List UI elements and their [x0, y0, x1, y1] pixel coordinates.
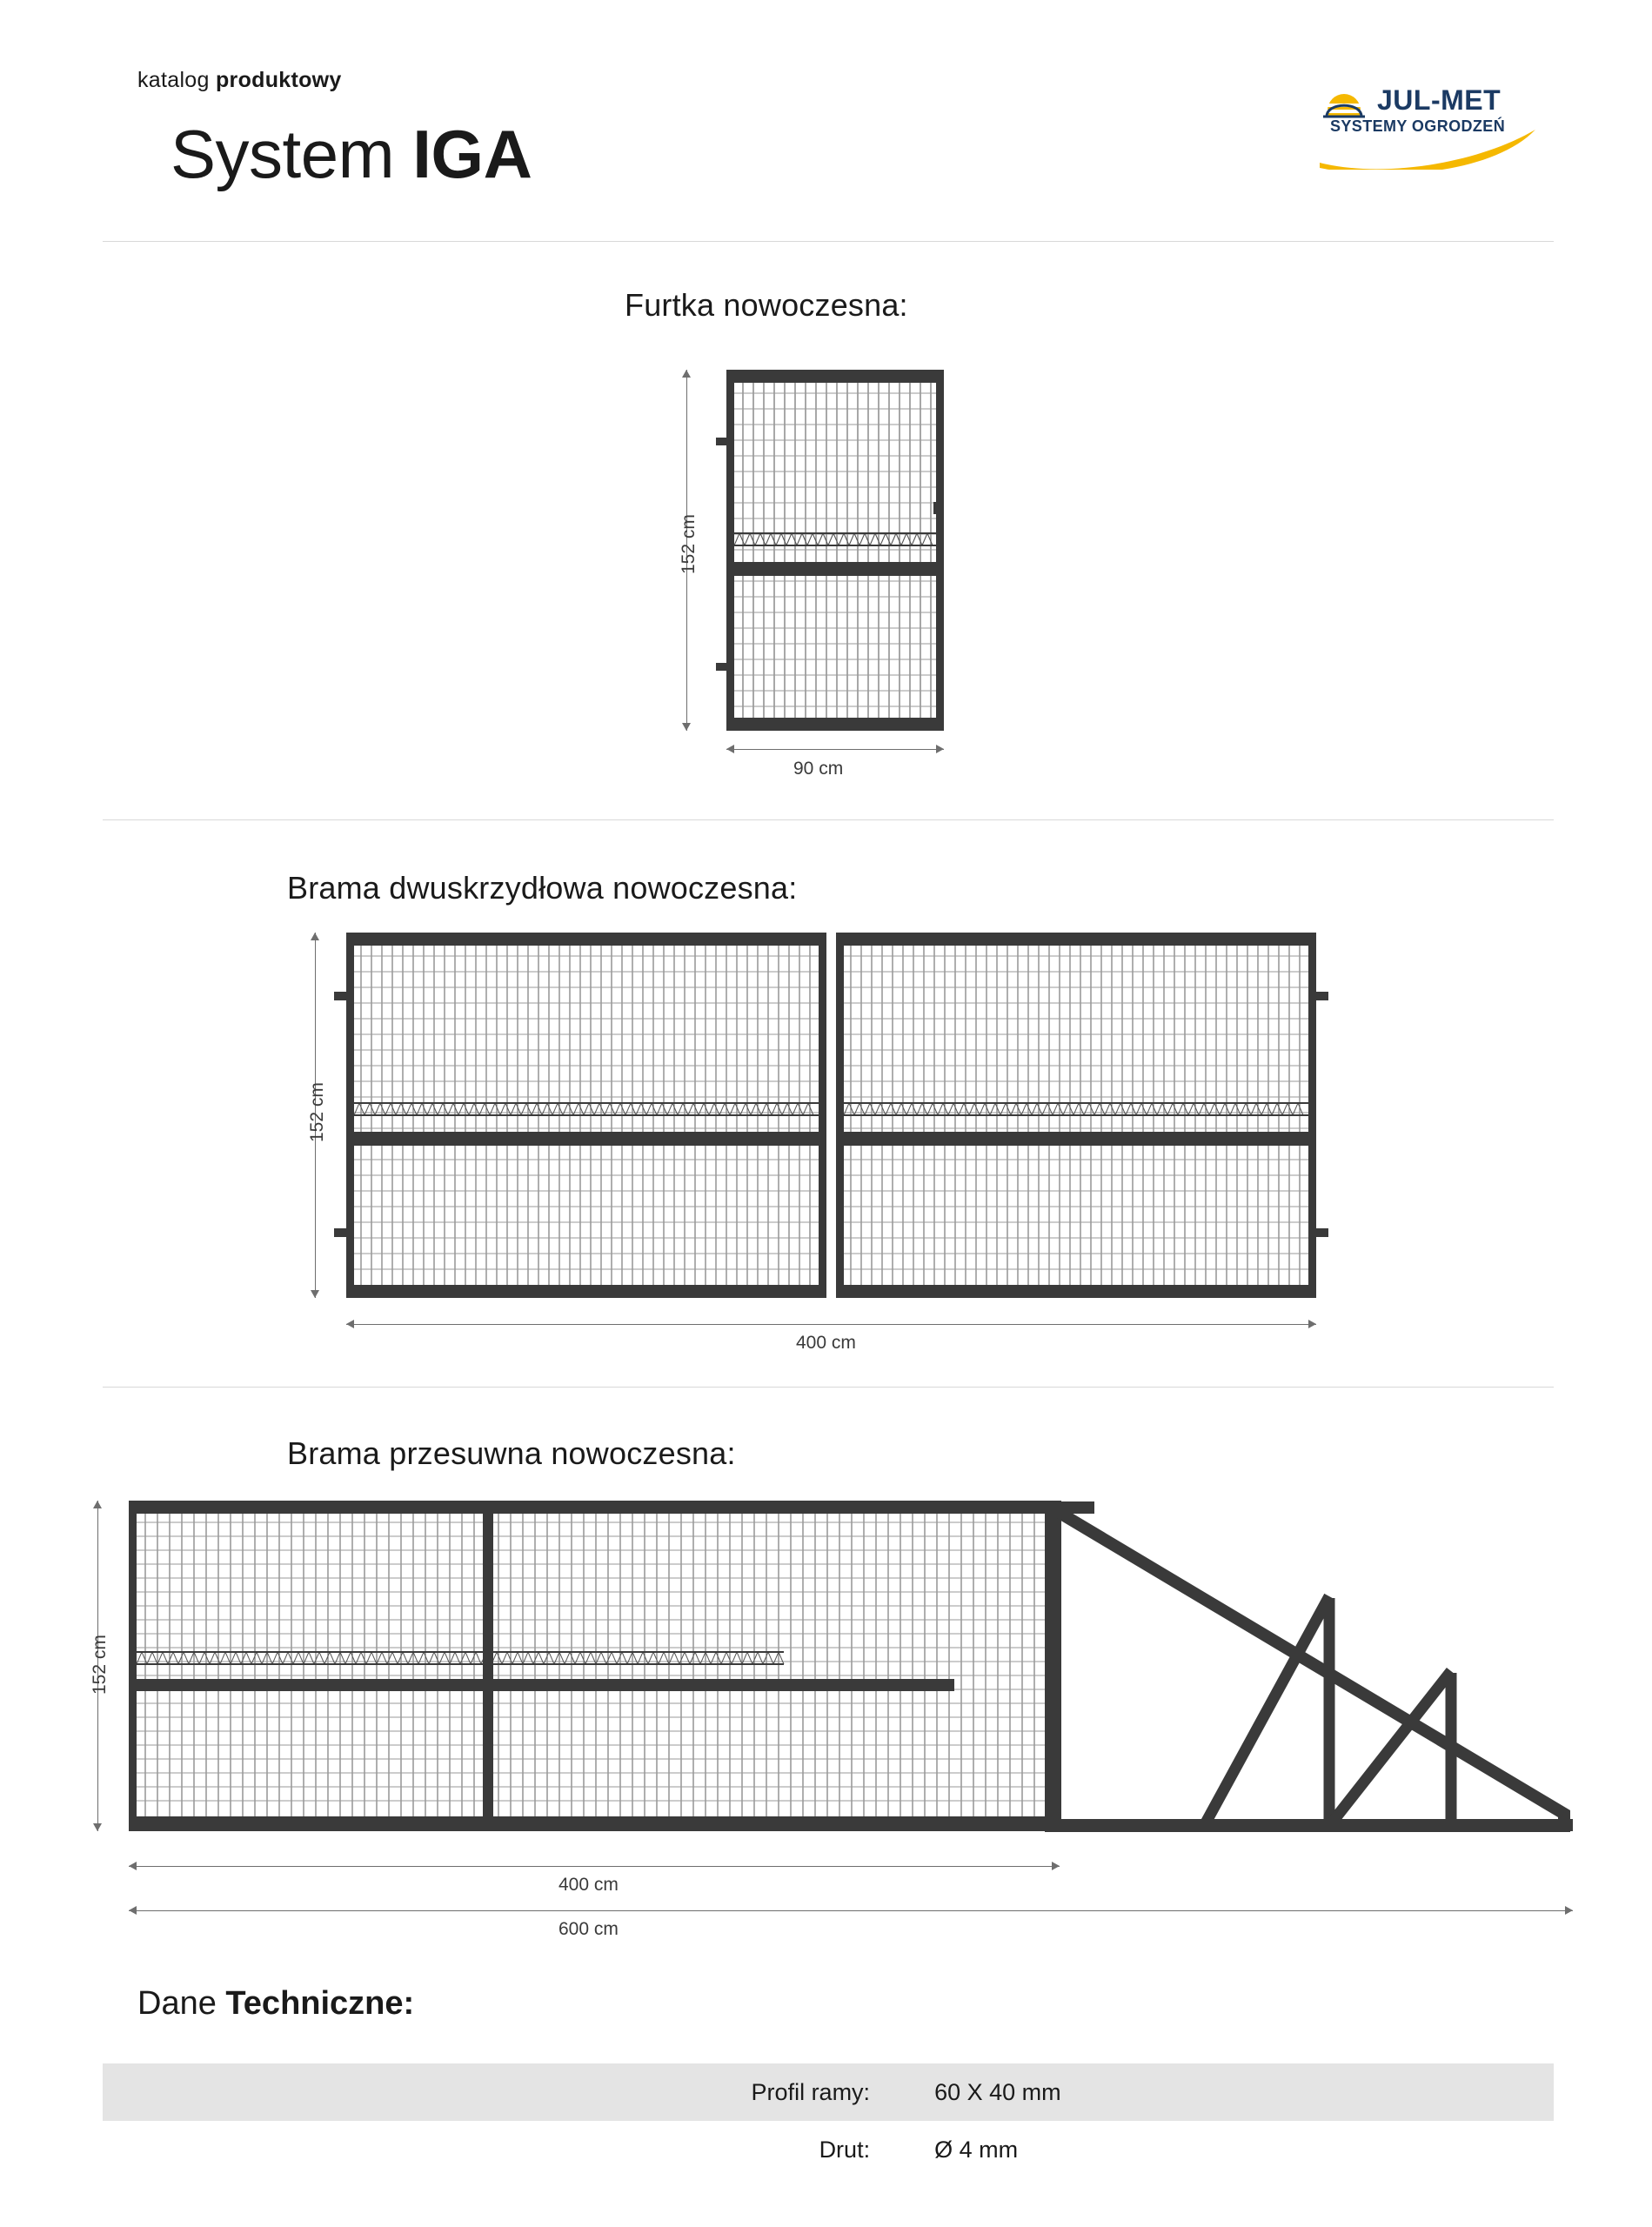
furtka-top-rail — [734, 378, 936, 383]
furtka-bottom-rail — [734, 718, 936, 723]
kicker-plain: katalog — [137, 68, 216, 92]
section-title-brama-przesuwna: Brama przesuwna nowoczesna: — [287, 1435, 736, 1471]
gate-hinge-right-bottom — [1314, 1228, 1328, 1237]
divider-1 — [103, 819, 1554, 820]
mesh-pattern — [734, 378, 936, 723]
furtka-width-arrow-right — [936, 745, 944, 753]
furtka-hinge-top — [716, 438, 728, 445]
gate3-inner-width-dim-line — [129, 1866, 1060, 1867]
furtka-lock — [933, 502, 940, 514]
furtka-hinge-bottom — [716, 663, 728, 671]
brama-dwuskrzydlowa-drawing — [346, 933, 1316, 1298]
mesh-bend-band — [844, 1102, 1308, 1116]
gate2-width-dim-line — [346, 1324, 1316, 1325]
table-row — [103, 2121, 1554, 2178]
gate3-total-arrow-right — [1565, 1906, 1573, 1915]
tech-title-light: Dane — [137, 1985, 226, 2022]
gate3-total-width-label: 600 cm — [550, 1919, 627, 1940]
gate-right-bottom-rail — [844, 1285, 1308, 1290]
sliding-gate-crossbar — [137, 1679, 954, 1691]
gate-right-top-rail — [844, 940, 1308, 946]
gate2-width-arrow-left — [346, 1320, 354, 1328]
header-divider — [103, 241, 1554, 242]
gate2-height-label: 152 cm — [307, 1082, 327, 1142]
furtka-height-arrow-top — [682, 370, 691, 378]
mesh-bend-band — [354, 1102, 819, 1116]
tech-data-table — [103, 2063, 1554, 2178]
catalog-kicker — [137, 68, 342, 93]
furtka-width-arrow-left — [726, 745, 734, 753]
furtka-drawing — [726, 370, 944, 731]
section-title-brama-dwuskrzydlowa: Brama dwuskrzydłowa nowoczesna: — [287, 870, 798, 906]
gate3-total-arrow-left — [129, 1906, 137, 1915]
gate2-height-arrow-top — [311, 933, 319, 940]
sliding-gate-bottom-rail — [129, 1819, 1573, 1831]
gate2-width-arrow-right — [1308, 1320, 1316, 1328]
gate3-inner-width-label: 400 cm — [550, 1875, 627, 1896]
furtka-crossbar — [734, 562, 936, 576]
furtka-height-label: 152 cm — [679, 514, 699, 574]
furtka-width-label: 90 cm — [793, 759, 844, 779]
gate2-height-arrow-bottom — [311, 1290, 319, 1298]
title-bold: IGA — [412, 116, 532, 192]
mesh-bend-band — [137, 1651, 1053, 1665]
gate-wing-right — [836, 933, 1316, 1298]
tech-row-key: Profil ramy: — [751, 2078, 871, 2105]
tech-data-title — [137, 1985, 414, 2023]
gate3-inner-arrow-left — [129, 1862, 137, 1870]
divider-2 — [103, 1387, 1554, 1388]
gate-hinge-left-bottom — [334, 1228, 348, 1237]
sliding-gate-top-rail — [137, 1508, 1053, 1514]
gate3-height-label: 152 cm — [90, 1635, 110, 1695]
tech-title-bold: Techniczne: — [225, 1985, 415, 2022]
logo-name: JUL-MET — [1377, 84, 1502, 116]
tech-row-value: Ø 4 mm — [934, 2136, 1019, 2163]
title-light: System — [171, 116, 413, 192]
mesh-bend-band — [734, 532, 936, 546]
gate-left-bottom-rail — [354, 1285, 819, 1290]
page-header — [0, 0, 1652, 244]
gate2-width-label: 400 cm — [787, 1333, 865, 1354]
jul-met-logo — [1320, 83, 1537, 174]
logo-swoosh-icon — [1320, 128, 1537, 170]
sliding-gate-leaf — [129, 1501, 1061, 1824]
brama-przesuwna-drawing — [129, 1501, 1573, 1849]
page-title — [171, 115, 532, 194]
gate3-inner-arrow-right — [1052, 1862, 1060, 1870]
logo-subtitle: SYSTEMY OGRODZEŃ — [1330, 117, 1506, 135]
tech-row-value: 60 X 40 mm — [934, 2078, 1061, 2105]
gate-left-crossbar — [354, 1132, 819, 1146]
sliding-gate-counterweight-truss — [1042, 1501, 1573, 1849]
gate3-total-width-dim-line — [129, 1910, 1573, 1911]
furtka-width-dim-line — [726, 749, 944, 750]
furtka-height-arrow-bottom — [682, 723, 691, 731]
table-row — [103, 2063, 1554, 2121]
gate-hinge-left-top — [334, 992, 348, 1000]
kicker-bold: produktowy — [215, 68, 342, 92]
gate-right-crossbar — [844, 1132, 1308, 1146]
sliding-gate-mullion — [483, 1508, 493, 1816]
gate3-height-arrow-top — [93, 1501, 102, 1508]
gate-hinge-right-top — [1314, 992, 1328, 1000]
gate-wing-left — [346, 933, 826, 1298]
section-title-furtka: Furtka nowoczesna: — [625, 287, 908, 323]
gate-left-top-rail — [354, 940, 819, 946]
furtka-frame — [726, 370, 944, 731]
gate3-height-arrow-bottom — [93, 1823, 102, 1831]
tech-row-key: Drut: — [819, 2136, 871, 2163]
